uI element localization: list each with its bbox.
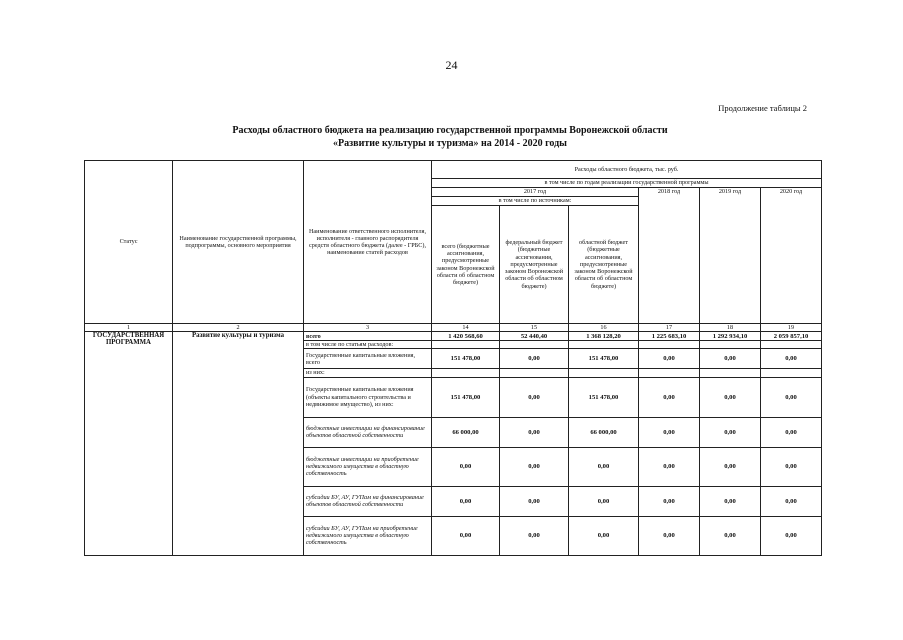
cell-value: 0,00 [432,516,500,555]
cell-value: 0,00 [432,486,500,516]
cell-value: 0,00 [639,516,700,555]
header-status: Статус [85,161,173,324]
title-line-1: Расходы областного бюджета на реализацию государственной программы Воронежской области [232,125,668,136]
cell-value: 0,00 [761,377,822,417]
header-regional-col: областной бюджет (бюджетные ассигнования, предусмотренные законом Воронежской области об областном бюджете) [569,206,639,324]
cell-value: 0,00 [569,447,639,486]
title-line-2: «Развитие культуры и туризма» на 2014 - 2020 годы [333,138,567,149]
header-year-2017: 2017 год [432,188,639,197]
cell-value: 151 478,00 [432,377,500,417]
row-label: Государственные капитальные вложения, всего [304,349,432,369]
cell-value: 0,00 [639,377,700,417]
cell-value: 0,00 [761,349,822,369]
cell-value: 0,00 [500,486,569,516]
header-total-col: всего (бюджетные ассигнования, предусмотренные законом Воронежской области об областном бюджете) [432,206,500,324]
cell-value: 0,00 [639,447,700,486]
row-label: бюджетные инвестиции на приобретение недвижимого имущества в областную собственность [304,447,432,486]
cell-value: 0,00 [761,486,822,516]
cell-value: 0,00 [761,447,822,486]
col-number: 1 [85,324,173,332]
cell-value: 2 059 857,10 [761,332,822,341]
cell-value: 0,00 [761,417,822,447]
cell-value: 52 440,40 [500,332,569,341]
header-year-2020: 2020 год [761,188,822,324]
cell-value: 0,00 [700,447,761,486]
cell-value: 0,00 [700,516,761,555]
cell-value: 0,00 [500,447,569,486]
cell-value: 0,00 [700,377,761,417]
col-number: 2 [173,324,304,332]
row-label: субсидии БУ, АУ, ГУПам на приобретение недвижимого имущества в областную собственность [304,516,432,555]
cell-value: 0,00 [569,486,639,516]
row-label: субсидии БУ, АУ, ГУПам на финансирование объектов областной собственности [304,486,432,516]
page-number: 24 [445,58,458,72]
header-year-2018: 2018 год [639,188,700,324]
cell-value: 151 478,00 [432,349,500,369]
cell-value: 1 420 568,60 [432,332,500,341]
cell-value: 0,00 [700,349,761,369]
cell-value: 151 478,00 [569,377,639,417]
row-label: всего [304,332,432,341]
budget-table [84,160,822,556]
cell-value: 0,00 [569,516,639,555]
header-year-2019: 2019 год [700,188,761,324]
row-label: в том числе по статьям расходов: [304,341,432,349]
row-label: бюджетные инвестиции на финансирование объектов областной собственности [304,417,432,447]
cell-value: 0,00 [700,486,761,516]
cell-value: 0,00 [639,486,700,516]
col-number: 18 [700,324,761,332]
header-executor: Наименование ответственного исполнителя, исполнителя - главного распорядителя средств областного бюджета (далее - ГРБС), наименование статей расходов [304,161,432,324]
cell-value: 0,00 [761,516,822,555]
header-by-years: в том числе по годам реализации государственной программы [432,179,822,188]
col-number: 17 [639,324,700,332]
cell-value: 0,00 [500,349,569,369]
cell-value: 0,00 [639,417,700,447]
row-label: Государственные капитальные вложения (объекты капитального строительства и недвижимое имущество), из них: [304,377,432,417]
row-label: из них: [304,369,432,377]
col-number: 14 [432,324,500,332]
document-title [150,124,750,150]
cell-value: 0,00 [639,349,700,369]
cell-value: 0,00 [500,516,569,555]
cell-value: 0,00 [500,417,569,447]
cell-value: 1 225 683,10 [639,332,700,341]
column-number-row [85,324,822,332]
col-number: 16 [569,324,639,332]
cell-value: 66 000,00 [569,417,639,447]
header-expenses: Расходы областного бюджета, тыс. руб. [432,161,822,179]
header-by-sources: в том числе по источникам: [432,197,639,206]
header-federal-col: федеральный бюджет (бюджетные ассигнования, предусмотренные законом Воронежской области об областном бюджете) [500,206,569,324]
cell-value: 1 368 128,20 [569,332,639,341]
col-number: 19 [761,324,822,332]
program-status: ГОСУДАРСТВЕННАЯ ПРОГРАММА [85,332,173,555]
cell-value: 66 000,00 [432,417,500,447]
cell-value: 151 478,00 [569,349,639,369]
cell-value: 1 292 934,10 [700,332,761,341]
cell-value: 0,00 [700,417,761,447]
header-program-name: Наименование государственной программы, подпрограммы, основного мероприятия [173,161,304,324]
program-name: Развитие культуры и туризма [173,332,304,555]
table-continuation-note: Продолжение таблицы 2 [718,103,807,113]
cell-value: 0,00 [432,447,500,486]
col-number: 15 [500,324,569,332]
table-row [85,332,822,341]
col-number: 3 [304,324,432,332]
cell-value: 0,00 [500,377,569,417]
